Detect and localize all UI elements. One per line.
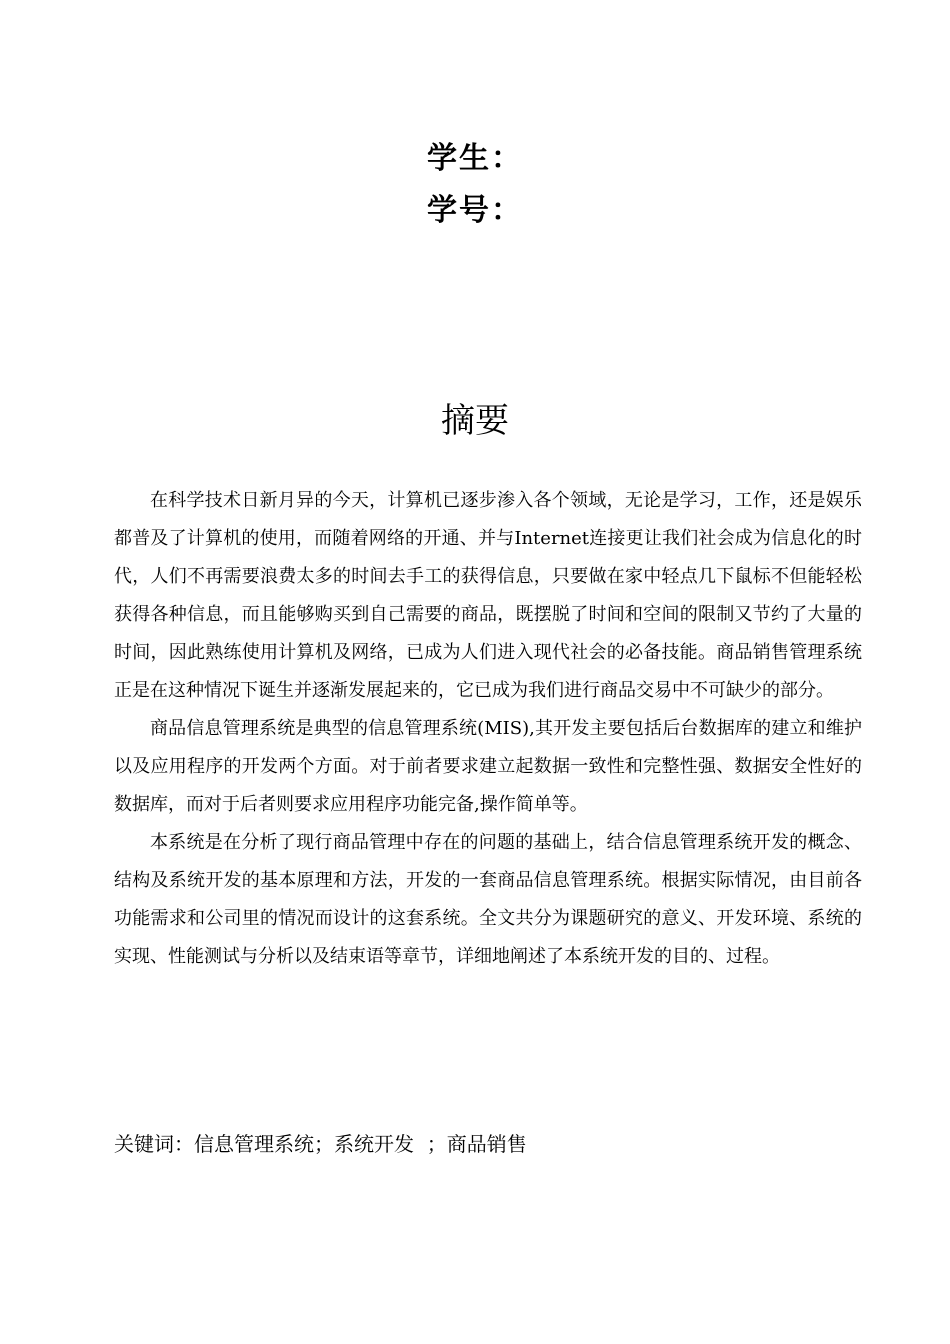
student-id-label: 学号：	[427, 193, 523, 228]
keywords-line: 关键词：信息管理系统；系统开发 ；商品销售	[114, 1132, 527, 1156]
abstract-title: 摘要	[441, 401, 509, 441]
abstract-body	[114, 482, 862, 976]
student-name-label: 学生：	[427, 141, 523, 176]
abstract-paragraph: 商品信息管理系统是典型的信息管理系统(MIS),其开发主要包括后台数据库的建立和维护以及应用程序的开发两个方面。对于前者要求建立起数据一致性和完整性强、数据安全性好的数据库，而对于后者则要求应用程序功能完备,操作简单等。	[114, 718, 862, 815]
abstract-paragraph: 本系统是在分析了现行商品管理中存在的问题的基础上，结合信息管理系统开发的概念、结构及系统开发的基本原理和方法，开发的一套商品信息管理系统。根据实际情况，由目前各功能需求和公司里的情况而设计的这套系统。全文共分为课题研究的意义、开发环境、系统的实现、性能测试与分析以及结束语等章节，详细地阐述了本系统开发的目的、过程。	[114, 832, 862, 967]
abstract-paragraph: 在科学技术日新月异的今天，计算机已逐步渗入各个领域，无论是学习，工作，还是娱乐都普及了计算机的使用，而随着网络的开通、并与Internet连接更让我们社会成为信息化的时代，人们不再需要浪费太多的时间去手工的获得信息，只要做在家中轻点几下鼠标不但能轻松获得各种信息，而且能够购买到自己需要的商品，既摆脱了时间和空间的限制又节约了大量的时间，因此熟练使用计算机及网络，已成为人们进入现代社会的必备技能。商品销售管理系统正是在这种情况下诞生并逐渐发展起来的，它已成为我们进行商品交易中不可缺少的部分。	[114, 490, 862, 701]
student-info	[0, 133, 950, 237]
